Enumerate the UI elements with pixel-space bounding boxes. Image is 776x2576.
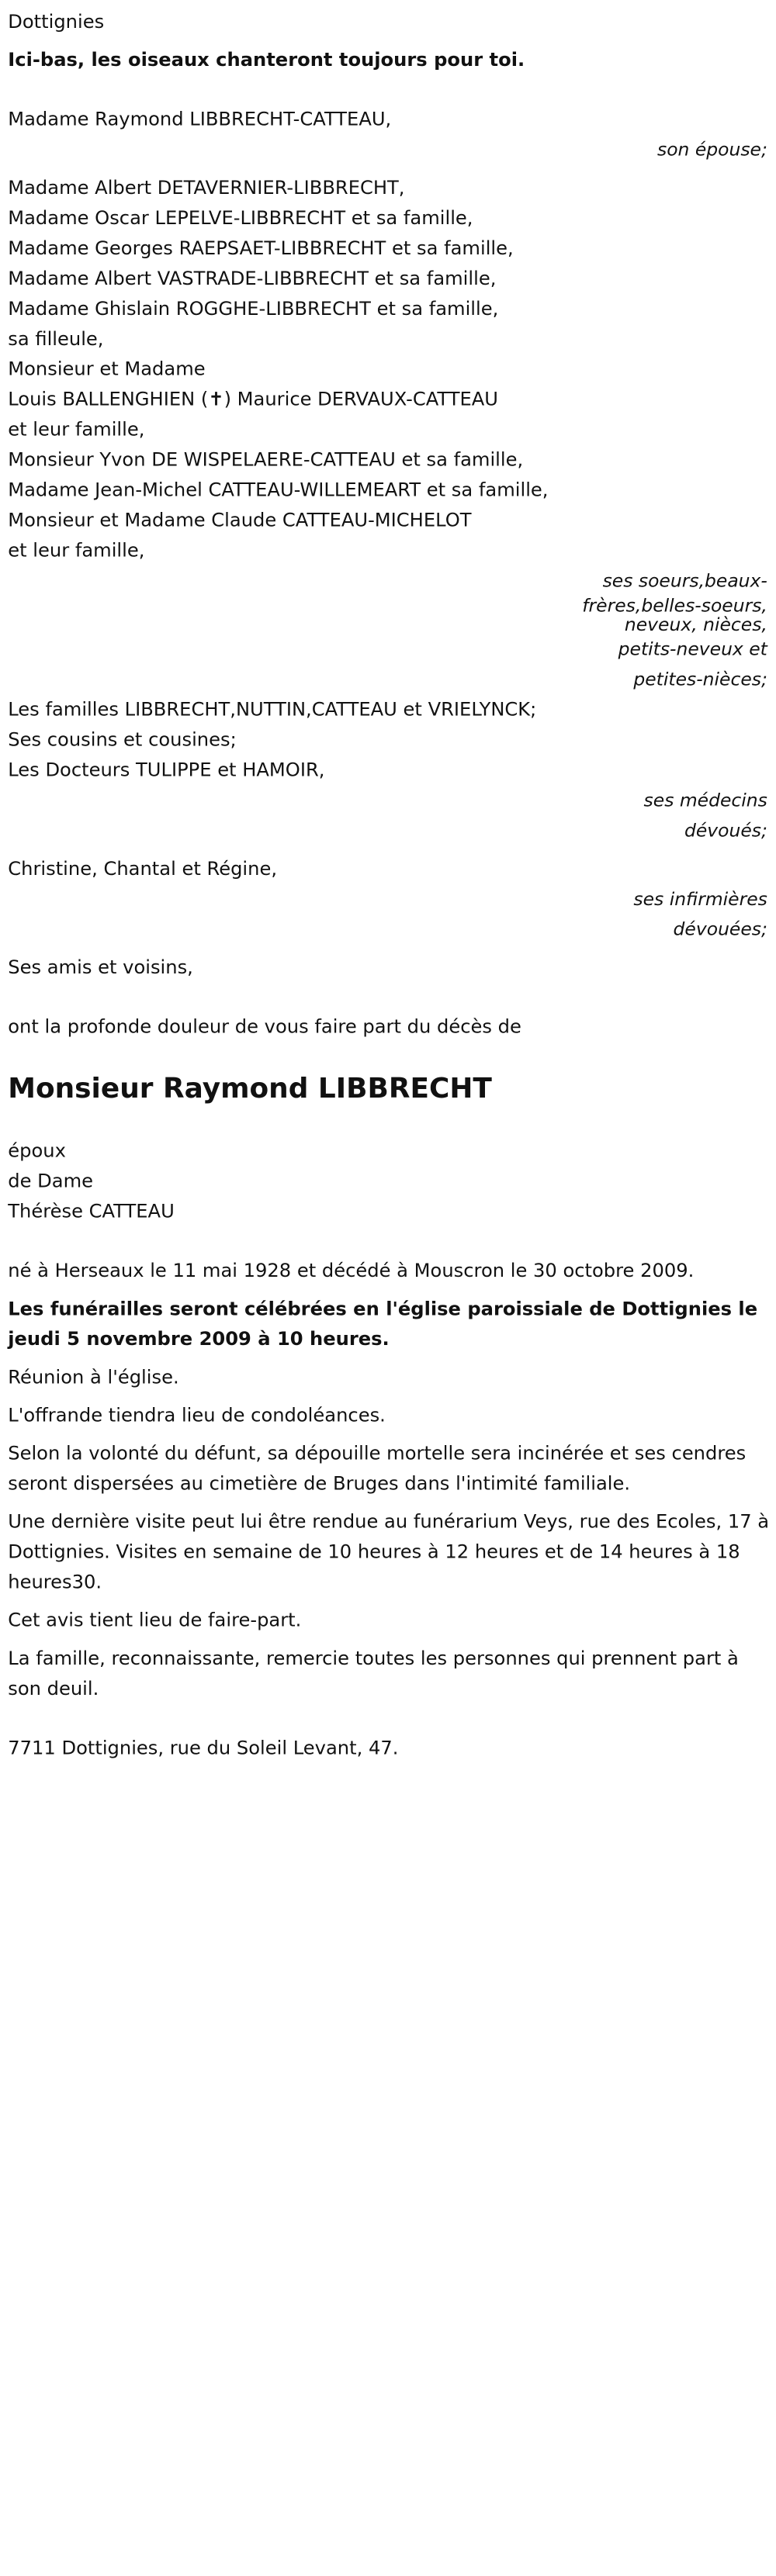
sibling-line: Madame Albert VASTRADE-LIBBRECHT et sa famille,	[8, 268, 497, 289]
tagline: Ici-bas, les oiseaux chanteront toujours pour toi.	[8, 49, 525, 71]
meeting-line: Réunion à l'église.	[8, 1366, 179, 1388]
nurses-block	[8, 853, 770, 944]
sibling-line: Louis BALLENGHIEN (✝) Maurice DERVAUX-CATTEAU	[8, 389, 498, 410]
friends-line: Ses amis et voisins,	[8, 956, 193, 978]
sibling-line: Madame Georges RAEPSAET-LIBBRECHT et sa famille,	[8, 237, 514, 259]
deceased-spouse-line: Thérèse CATTEAU	[8, 1200, 175, 1222]
spouse-role: son épouse;	[656, 139, 767, 161]
details-block	[8, 1256, 770, 1704]
sibling-line: Madame Ghislain ROGGHE-LIBBRECHT et sa famille,	[8, 298, 499, 320]
spouse-block	[8, 104, 770, 164]
sibling-line: Madame Albert DETAVERNIER-LIBBRECHT,	[8, 177, 405, 199]
siblings-block	[8, 172, 770, 694]
deceased-name: Monsieur Raymond LIBBRECHT	[8, 1071, 492, 1105]
siblings-role-line: neveux, nièces,	[624, 614, 767, 635]
obituary-content	[8, 7, 770, 1763]
cremation-paragraph: Selon la volonté du défunt, sa dépouille mortelle sera incinérée et ses cendres seront dispersées au cimetière de Bruges dans l'intimité familiale.	[8, 1442, 747, 1495]
spouse-name: Madame Raymond LIBBRECHT-CATTEAU,	[8, 109, 392, 130]
doctors-role-line: dévoués;	[684, 820, 767, 842]
siblings-role-line: ses soeurs,beaux-	[602, 569, 767, 592]
siblings-role	[8, 565, 770, 694]
deceased-spouse-line: époux	[8, 1139, 66, 1162]
doctors-role-line: ses médecins	[643, 790, 767, 811]
siblings-role-line: frères,belles-soeurs,	[582, 594, 767, 617]
sibling-line: et leur famille,	[8, 419, 145, 441]
address-line: 7711 Dottignies, rue du Soleil Levant, 47.	[8, 1737, 399, 1759]
thanks-paragraph: La famille, reconnaissante, remercie toutes les personnes qui prennent part à son deuil.	[8, 1648, 739, 1699]
sibling-line: Madame Jean-Michel CATTEAU-WILLEMEART et sa famille,	[8, 479, 549, 501]
funeral-notice: Les funérailles seront célébrées en l'église paroissiale de Dottignies le jeudi 5 novembre 2009 à 10 heures.	[8, 1298, 758, 1350]
deceased-spouse-line: de Dame	[8, 1170, 94, 1192]
doctors-name: Les Docteurs TULIPPE et HAMOIR,	[8, 759, 325, 781]
doctors-block	[8, 755, 770, 845]
deceased-spouse	[8, 1136, 770, 1226]
location-heading: Dottignies	[8, 11, 105, 33]
sibling-line: Monsieur Yvon DE WISPELAERE-CATTEAU et sa famille,	[8, 449, 524, 471]
visit-paragraph: Une dernière visite peut lui être rendue au funérarium Veys, rue des Ecoles, 17 à Dottignies. Visites en semaine de 10 heures à 12 heures et de 14 heures à 18 heures30.	[8, 1510, 770, 1593]
birth-death-line: né à Herseaux le 11 mai 1928 et décédé à Mouscron le 30 octobre 2009.	[8, 1260, 695, 1281]
nurses-role-line: ses infirmières	[633, 888, 767, 910]
nurses-role-line: dévouées;	[673, 918, 767, 940]
sibling-line: Monsieur et Madame Claude CATTEAU-MICHELOT	[8, 510, 472, 531]
sibling-line: et leur famille,	[8, 540, 145, 562]
sibling-line: Monsieur et Madame	[8, 358, 206, 380]
sibling-line: sa filleule,	[8, 328, 104, 350]
notice-line: Cet avis tient lieu de faire-part.	[8, 1610, 302, 1631]
families-line: Les familles LIBBRECHT,NUTTIN,CATTEAU et VRIELYNCK;	[8, 699, 537, 721]
announcement-intro: ont la profonde douleur de vous faire part du décès de	[8, 1015, 521, 1038]
sibling-line: Madame Oscar LEPELVE-LIBBRECHT et sa famille,	[8, 207, 473, 229]
offering-line: L'offrande tiendra lieu de condoléances.	[8, 1404, 386, 1426]
nurses-name: Christine, Chantal et Régine,	[8, 858, 278, 880]
cousins-line: Ses cousins et cousines;	[8, 729, 237, 751]
siblings-role-line: petites-nièces;	[633, 669, 767, 690]
siblings-role-line: petits-neveux et	[618, 638, 767, 660]
